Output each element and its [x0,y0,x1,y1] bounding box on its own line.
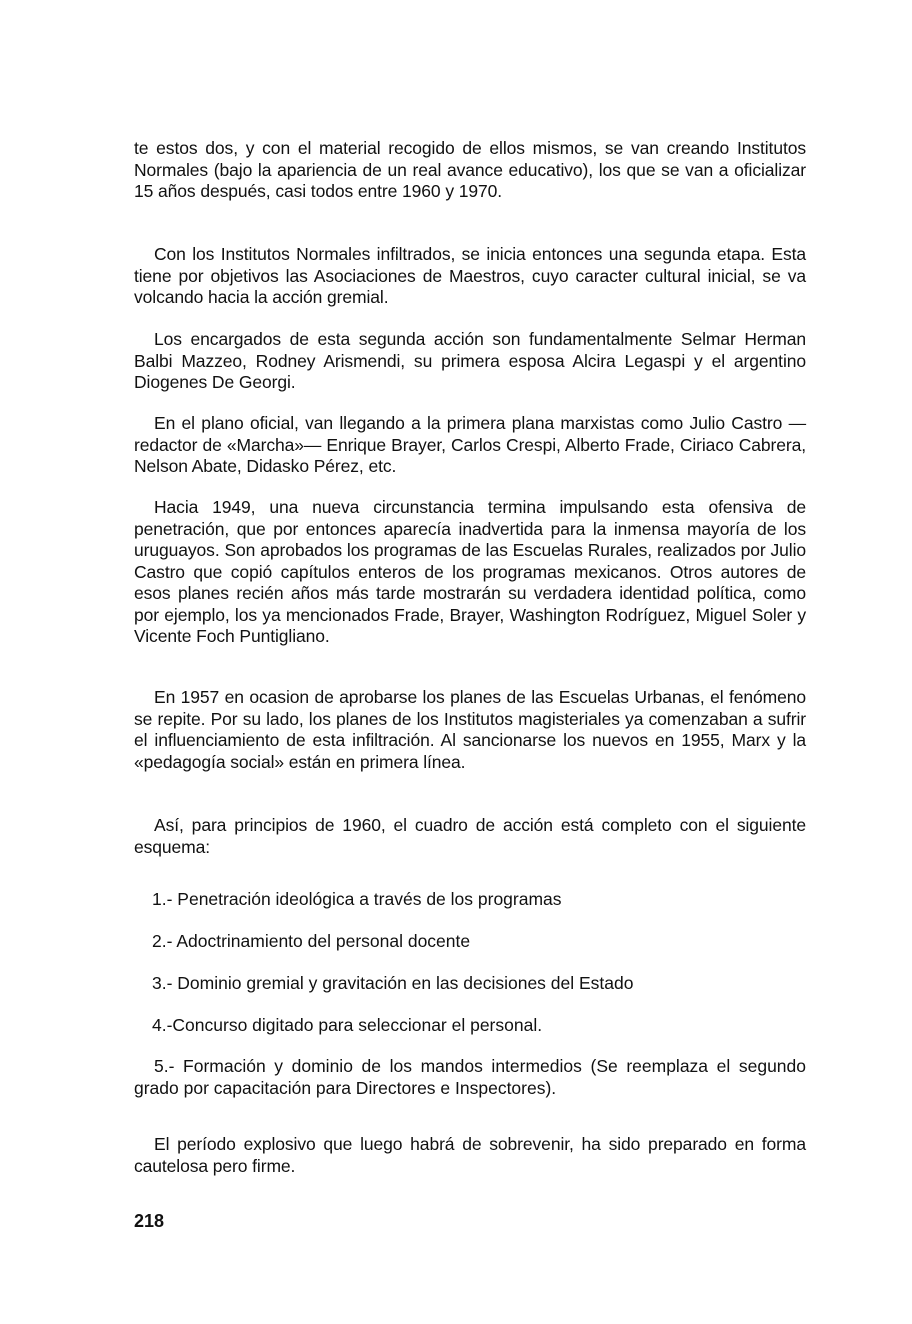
paragraph-text: te estos dos, y con el material recogido de ellos mismos, se van creando Institutos Normales (bajo la apariencia de un real avance educativo), los que se van a oficializar 15 años después, casi todos entre 1960 y 1970. [134,138,806,201]
paragraph-3 [134,329,806,394]
paragraph-5 [134,497,806,648]
list-item-4: 4.-Concurso digitado para seleccionar el personal. [152,1015,543,1035]
paragraph-text: Con los Institutos Normales infiltrados, se inicia entonces una segunda etapa. Esta tiene por objetivos las Asociaciones de Maestros, cuyo caracter cultural inicial, se va volcando hacia la acción gremial. [134,244,806,307]
paragraph-text: En el plano oficial, van llegando a la primera plana marxistas como Julio Castro —redactor de «Marcha»— Enrique Brayer, Carlos Crespi, Alberto Frade, Ciriaco Cabrera, Nelson Abate, Didasko Pérez, etc. [134,413,806,476]
paragraph-2 [134,244,806,309]
list-item-1: 1.- Penetración ideológica a través de los programas [152,889,562,909]
list-item-2: 2.- Adoctrinamiento del personal docente [152,931,471,951]
list-item-5: 5.- Formación y dominio de los mandos intermedios (Se reemplaza el segundo grado por capacitación para Directores e Inspectores). [134,1056,806,1098]
paragraph-text: En 1957 en ocasion de aprobarse los planes de las Escuelas Urbanas, el fenómeno se repite. Por su lado, los planes de los Institutos magisteriales ya comenzaban a sufrir el influenciamiento de esta infiltración. Al sancionarse los nuevos en 1955, Marx y la «pedagogía social» están en primera línea. [134,687,806,772]
paragraph-1 [134,138,806,203]
closing-paragraph [134,1134,806,1177]
paragraph-text: Hacia 1949, una nueva circunstancia termina impulsando esta ofensiva de penetración, que por entonces aparecía inadvertida para la inmensa mayoría de los uruguayos. Son aprobados los programas de las Escuelas Rurales, realizados por Julio Castro que copió capítulos enteros de los programas mexicanos. Otros autores de esos planes recién años más tarde mostrarán su verdadera identidad política, como por ejemplo, los ya mencionados Frade, Brayer, Washington Rodríguez, Miguel Soler y Vicente Foch Puntigliano. [134,497,806,646]
paragraph-4 [134,413,806,478]
page-number: 218 [134,1211,165,1231]
paragraph-7 [134,815,806,858]
paragraph-text: Así, para principios de 1960, el cuadro de acción está completo con el siguiente esquema: [134,815,806,857]
paragraph-text: El período explosivo que luego habrá de sobrevenir, ha sido preparado en forma cautelosa pero firme. [134,1134,806,1176]
paragraph-text: Los encargados de esta segunda acción son fundamentalmente Selmar Herman Balbi Mazzeo, Rodney Arismendi, su primera esposa Alcira Legaspi y el argentino Diogenes De Georgi. [134,329,806,392]
list-item-3: 3.- Dominio gremial y gravitación en las decisiones del Estado [152,973,634,993]
paragraph-6 [134,687,806,773]
